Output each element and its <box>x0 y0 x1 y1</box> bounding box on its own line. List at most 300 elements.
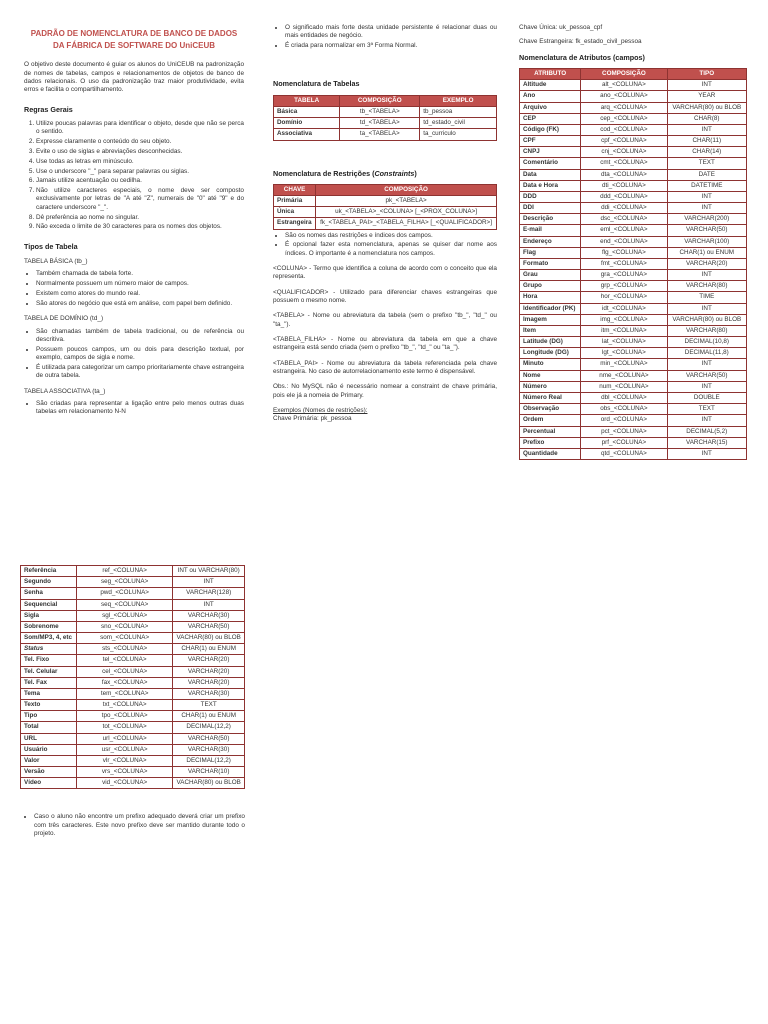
domain-table-list <box>24 328 244 381</box>
table-row <box>520 325 747 336</box>
table-cell: INT <box>173 577 245 588</box>
column-1 <box>24 24 244 424</box>
table-cell: VARCHAR(50) <box>173 621 245 632</box>
table-cell: CHAR(8) <box>667 113 746 124</box>
table-row <box>520 258 747 269</box>
table-row <box>520 169 747 180</box>
column-3 <box>519 24 747 460</box>
domain-table-title: TABELA DE DOMÍNIO (td_) <box>24 315 104 323</box>
table-row <box>520 303 747 314</box>
table-cell: Observação <box>520 404 581 415</box>
table-cell: Altitude <box>520 80 581 91</box>
constraints-item: • São os nomes das restrições e índices dos campos. <box>285 232 497 240</box>
table-row <box>520 214 747 225</box>
table-row <box>21 588 245 599</box>
table-cell: end_<COLUNA> <box>581 236 667 247</box>
table-cell: seq_<COLUNA> <box>77 599 173 610</box>
column-header: COMPOSIÇÃO <box>581 69 667 80</box>
table-cell: sts_<COLUNA> <box>77 644 173 655</box>
table-cell: vrs_<COLUNA> <box>77 767 173 778</box>
table-cell: Número <box>520 381 581 392</box>
table-cell: cnj_<COLUNA> <box>581 147 667 158</box>
table-cell: VARCHAR(50) <box>173 733 245 744</box>
table-row <box>520 393 747 404</box>
def-tabela-pai: <TABELA_PAI> - Nome ou abreviatura da tabela referenciada pela chave estrangeira. No caso de autorrelacionamento este termo é dispensável. <box>273 359 497 376</box>
table-row <box>21 666 245 677</box>
table-row <box>21 677 245 688</box>
table-cell: dta_<COLUNA> <box>581 169 667 180</box>
table-cell: img_<COLUNA> <box>581 314 667 325</box>
table-cell: Nome <box>520 370 581 381</box>
table-cell: Valor <box>21 755 77 766</box>
table-cell: Tema <box>21 688 77 699</box>
table-cell: VARCHAR(30) <box>173 744 245 755</box>
table-cell: tpo_<COLUNA> <box>77 711 173 722</box>
table-cell: Prefixo <box>520 437 581 448</box>
table-cell: VARCHAR(80) ou BLOB <box>667 102 746 113</box>
table-cell: CHAR(1) ou ENUM <box>173 711 245 722</box>
def-qualificador: <QUALIFICADOR> - Utilizado para diferenciar chaves estrangeiras que possuem o mesmo nome. <box>273 288 497 305</box>
example-fk: Chave Estrangeira: fk_estado_civil_pessoa <box>519 38 642 46</box>
table-cell: Flag <box>520 247 581 258</box>
associative-table-title: TABELA ASSOCIATIVA (ta_) <box>24 387 106 395</box>
rule-item: 2. Expresse claramente o conteúdo do seu objeto. <box>36 138 244 146</box>
constraints-list <box>273 232 497 258</box>
table-cell: DATETIME <box>667 180 746 191</box>
table-row <box>21 755 245 766</box>
table-cell: qtd_<COLUNA> <box>581 448 667 459</box>
example-pk: Chave Primária: pk_pessoa <box>273 415 352 423</box>
table-cell: VARCHAR(30) <box>173 610 245 621</box>
table-row <box>520 147 747 158</box>
table-cell: arq_<COLUNA> <box>581 102 667 113</box>
table-cell: TEXT <box>173 700 245 711</box>
table-cell: eml_<COLUNA> <box>581 225 667 236</box>
table-cell: DOUBLE <box>667 393 746 404</box>
table-types-heading: Tipos de Tabela <box>24 241 78 251</box>
table-cell: cpf_<COLUNA> <box>581 136 667 147</box>
table-row <box>21 688 245 699</box>
tables-naming-table <box>273 95 497 141</box>
table-cell: td_<TABELA> <box>340 118 420 129</box>
table-cell: DECIMAL(12,2) <box>173 755 245 766</box>
table-cell: tb_pessoa <box>420 107 497 118</box>
table-cell: INT <box>667 203 746 214</box>
table-cell: INT <box>667 303 746 314</box>
table-row <box>21 633 245 644</box>
table-cell: usr_<COLUNA> <box>77 744 173 755</box>
table-cell: VARCHAR(80) <box>667 281 746 292</box>
table-cell: Latitude (DG) <box>520 337 581 348</box>
table-cell: VARCHAR(30) <box>173 688 245 699</box>
table-cell: ta_curriculo <box>420 129 497 140</box>
examples-title: Exemplos (Nomes de restrições): <box>273 407 368 414</box>
rule-item: 9. Não exceda o limite de 30 caracteres para os nomes dos objetos. <box>36 223 244 231</box>
table-cell: tb_<TABELA> <box>340 107 420 118</box>
table-cell: fmt_<COLUNA> <box>581 258 667 269</box>
table-cell: lgt_<COLUNA> <box>581 348 667 359</box>
document-title <box>24 28 244 51</box>
table-cell: uk_<TABELA>_<COLUNA> [_<PROX_COLUNA>] <box>316 207 497 218</box>
table-cell: sgl_<COLUNA> <box>77 610 173 621</box>
table-cell: cod_<COLUNA> <box>581 124 667 135</box>
table-cell: tot_<COLUNA> <box>77 722 173 733</box>
table-cell: Status <box>21 644 77 655</box>
table-cell: Som/MP3, 4, etc <box>21 633 77 644</box>
table-cell: Quantidade <box>520 448 581 459</box>
table-row <box>21 621 245 632</box>
table-row <box>21 700 245 711</box>
def-tabela-filha: <TABELA_FILHA> - Nome ou abreviatura da tabela em que a chave estrangeira está sendo criada (sem o prefixo "tb_", "td_" ou "ta_"). <box>273 336 497 352</box>
table-row <box>274 218 497 229</box>
table-cell: min_<COLUNA> <box>581 359 667 370</box>
constraints-heading-text: Nomenclatura de Restrições ( <box>273 168 375 178</box>
table-row <box>520 381 747 392</box>
table-cell: Número Real <box>520 393 581 404</box>
table-cell: pk_<TABELA> <box>316 196 497 207</box>
table-cell: ddi_<COLUNA> <box>581 203 667 214</box>
table-cell: VARCHAR(20) <box>173 666 245 677</box>
table-row <box>520 437 747 448</box>
table-cell: num_<COLUNA> <box>581 381 667 392</box>
table-cell: URL <box>21 733 77 744</box>
table-row <box>21 711 245 722</box>
column-header: EXEMPLO <box>420 95 497 106</box>
table-cell: nme_<COLUNA> <box>581 370 667 381</box>
table-cell: VACHAR(80) ou BLOB <box>173 633 245 644</box>
table-row <box>274 118 497 129</box>
table-cell: DDD <box>520 191 581 202</box>
table-cell: Domínio <box>274 118 340 129</box>
table-cell: E-mail <box>520 225 581 236</box>
table-row <box>21 744 245 755</box>
table-row <box>520 102 747 113</box>
title-line-2: DA FÁBRICA DE SOFTWARE DO UniCEUB <box>52 40 216 50</box>
table-cell: VARCHAR(80) ou BLOB <box>667 314 746 325</box>
table-cell: Comentário <box>520 158 581 169</box>
table-cell: CHAR(1) ou ENUM <box>173 644 245 655</box>
table-cell: TIME <box>667 292 746 303</box>
rule-item: 4. Use todas as letras em minúsculo. <box>36 158 244 166</box>
table-cell: url_<COLUNA> <box>77 733 173 744</box>
table-cell: txt_<COLUNA> <box>77 700 173 711</box>
table-cell: Ano <box>520 91 581 102</box>
table-cell: VARCHAR(15) <box>667 437 746 448</box>
table-row <box>520 270 747 281</box>
table-cell: Usuário <box>21 744 77 755</box>
table-cell: Grau <box>520 270 581 281</box>
table-row <box>520 180 747 191</box>
associative-continued-list <box>273 24 497 50</box>
table-cell: Minuto <box>520 359 581 370</box>
def-tabela: <TABELA> - Nome ou abreviatura da tabela (sem o prefixo "tb_", "td_" ou "ta_"). <box>273 312 497 328</box>
table-cell: Referência <box>21 566 77 577</box>
domain-table-item: • São chamadas também de tabela tradicional, ou de referência ou descritiva. <box>36 328 244 345</box>
table-cell: ref_<COLUNA> <box>77 566 173 577</box>
column-header: ATRIBUTO <box>520 69 581 80</box>
basic-table-item: • São atores do negócio que está em análise, com papel bem definido. <box>36 300 244 308</box>
table-row <box>520 236 747 247</box>
table-cell: VARCHAR(50) <box>667 370 746 381</box>
tables-naming-heading: Nomenclatura de Tabelas <box>273 79 360 89</box>
table-cell: pct_<COLUNA> <box>581 426 667 437</box>
prefix-note: • Caso o aluno não encontre um prefixo adequado deverá criar um prefixo com três caracteres. Este novo prefixo deve ser mantido durante todo o projeto. <box>34 813 245 838</box>
table-cell: Descrição <box>520 214 581 225</box>
rule-item: 7. Não utilize caracteres especiais, o nome deve ser composto exclusivamente por letras de "A até "Z", numerais de "0" até "9" e do caractere underscore "_". <box>36 187 244 212</box>
column-header: CHAVE <box>274 184 316 195</box>
table-cell: CHAR(14) <box>667 147 746 158</box>
table-cell: Senha <box>21 588 77 599</box>
table-row <box>520 80 747 91</box>
table-cell: Código (FK) <box>520 124 581 135</box>
domain-table-item: • Possuem poucos campos, um ou dois para descrição textual, por exemplo, campos de sigla e nome. <box>36 346 244 363</box>
table-cell: CHAR(1) ou ENUM <box>667 247 746 258</box>
column-header: COMPOSIÇÃO <box>340 95 420 106</box>
table-cell: Data e Hora <box>520 180 581 191</box>
table-row <box>520 415 747 426</box>
table-row <box>520 448 747 459</box>
table-cell: pwd_<COLUNA> <box>77 588 173 599</box>
table-row <box>21 644 245 655</box>
table-cell: Tel. Celular <box>21 666 77 677</box>
table-cell: INT <box>667 124 746 135</box>
constraints-heading-em: Constraints <box>374 168 415 178</box>
basic-table-item: • Existem como atores do mundo real. <box>36 290 244 298</box>
table-row <box>21 577 245 588</box>
intro-paragraph: O objetivo deste documento é guiar os alunos do UniCEUB na padronização de nomes de tabelas, campos e relacionamentos de objetos de banco de dados relacionais. O uso da padronização traz maior produtividade, evita erros e facilita o compartilhamento. <box>24 61 244 94</box>
associative-table-item: • O significado mais forte desta unidade persistente é relacionar duas ou mais entidades de negócio. <box>285 24 497 41</box>
table-cell: Data <box>520 169 581 180</box>
table-row <box>21 778 245 789</box>
table-row <box>520 247 747 258</box>
table-cell: obs_<COLUNA> <box>581 404 667 415</box>
table-cell: INT ou VARCHAR(80) <box>173 566 245 577</box>
table-row <box>21 566 245 577</box>
attributes-table-continued <box>20 565 245 789</box>
table-cell: DDI <box>520 203 581 214</box>
table-cell: idt_<COLUNA> <box>581 303 667 314</box>
table-cell: Sigla <box>21 610 77 621</box>
table-cell: INT <box>173 599 245 610</box>
table-row <box>21 733 245 744</box>
title-line-1: PADRÃO DE NOMENCLATURA DE BANCO DE DADOS <box>30 29 238 38</box>
table-row <box>520 337 747 348</box>
attributes-table <box>519 68 747 460</box>
table-cell: INT <box>667 359 746 370</box>
rule-item: 1. Utilize poucas palavras para identificar o objeto, desde que não se perca o sentido. <box>36 120 244 137</box>
table-cell: hor_<COLUNA> <box>581 292 667 303</box>
basic-table-title: TABELA BÁSICA (tb_) <box>24 258 88 266</box>
table-cell: INT <box>667 80 746 91</box>
table-cell: Texto <box>21 700 77 711</box>
table-row <box>520 225 747 236</box>
table-cell: vid_<COLUNA> <box>77 778 173 789</box>
table-row <box>520 359 747 370</box>
table-cell: som_<COLUNA> <box>77 633 173 644</box>
table-row <box>274 129 497 140</box>
table-cell: Primária <box>274 196 316 207</box>
table-row <box>274 207 497 218</box>
table-cell: VARCHAR(100) <box>667 236 746 247</box>
table-row <box>21 610 245 621</box>
table-row <box>520 404 747 415</box>
table-row <box>520 203 747 214</box>
table-cell: Identificador (PK) <box>520 303 581 314</box>
table-cell: DECIMAL(12,2) <box>173 722 245 733</box>
table-cell: fax_<COLUNA> <box>77 677 173 688</box>
associative-table-list <box>24 400 244 417</box>
example-uk: Chave Única: uk_pessoa_cpf <box>519 24 603 31</box>
table-cell: DATE <box>667 169 746 180</box>
table-cell: sno_<COLUNA> <box>77 621 173 632</box>
def-coluna: <COLUNA> - Termo que identifica a coluna de acordo com o conceito que ela representa. <box>273 265 497 281</box>
basic-table-item: • Normalmente possuem um número maior de campos. <box>36 280 244 288</box>
table-cell: ddd_<COLUNA> <box>581 191 667 202</box>
table-cell: DECIMAL(10,8) <box>667 337 746 348</box>
table-row <box>520 370 747 381</box>
table-cell: VARCHAR(80) <box>667 325 746 336</box>
domain-table-item: • É utilizada para categorizar um campo prioritariamente chave estrangeira de outra tabela. <box>36 364 244 381</box>
table-row <box>520 314 747 325</box>
table-cell: DECIMAL(11,8) <box>667 348 746 359</box>
table-cell: vlr_<COLUNA> <box>77 755 173 766</box>
table-cell: ord_<COLUNA> <box>581 415 667 426</box>
table-cell: itm_<COLUNA> <box>581 325 667 336</box>
table-cell: Imagem <box>520 314 581 325</box>
table-cell: Segundo <box>21 577 77 588</box>
table-row <box>520 426 747 437</box>
table-cell: YEAR <box>667 91 746 102</box>
mysql-obs: Obs.: No MySQL não é necessário nomear a constraint de chave primária, pois ele já a nomeia de Primary. <box>273 383 497 399</box>
table-cell: Endereço <box>520 236 581 247</box>
table-cell: Ordem <box>520 415 581 426</box>
table-cell: lat_<COLUNA> <box>581 337 667 348</box>
table-cell: CNPJ <box>520 147 581 158</box>
table-row <box>520 292 747 303</box>
column-header: TIPO <box>667 69 746 80</box>
column-header: TABELA <box>274 95 340 106</box>
table-cell: VARCHAR(20) <box>173 677 245 688</box>
table-row <box>520 281 747 292</box>
table-cell: tel_<COLUNA> <box>77 655 173 666</box>
table-cell: VARCHAR(128) <box>173 588 245 599</box>
constraints-heading-close: ) <box>414 168 417 178</box>
table-row <box>274 196 497 207</box>
table-cell: fk_<TABELA_PAI>_<TABELA_FILHA> [_<QUALIFICADOR>] <box>316 218 497 229</box>
table-cell: ano_<COLUNA> <box>581 91 667 102</box>
table-cell: Tel. Fixo <box>21 655 77 666</box>
table-cell: CEP <box>520 113 581 124</box>
rule-item: 5. Use o underscore "_" para separar palavras ou siglas. <box>36 168 244 176</box>
table-cell: INT <box>667 191 746 202</box>
table-cell: CHAR(11) <box>667 136 746 147</box>
table-cell: dti_<COLUNA> <box>581 180 667 191</box>
table-cell: Única <box>274 207 316 218</box>
table-cell: Associativa <box>274 129 340 140</box>
table-cell: Vídeo <box>21 778 77 789</box>
table-cell: Total <box>21 722 77 733</box>
table-cell: Formato <box>520 258 581 269</box>
table-cell: INT <box>667 270 746 281</box>
table-cell: VARCHAR(200) <box>667 214 746 225</box>
table-cell: TEXT <box>667 404 746 415</box>
table-cell: Tel. Fax <box>21 677 77 688</box>
attributes-heading: Nomenclatura de Atributos (campos) <box>519 52 645 62</box>
table-cell: cep_<COLUNA> <box>581 113 667 124</box>
table-cell: Longitude (DG) <box>520 348 581 359</box>
table-row <box>520 113 747 124</box>
rules-list <box>24 120 244 232</box>
table-cell: VARCHAR(50) <box>667 225 746 236</box>
basic-table-item: • Também chamada de tabela forte. <box>36 270 244 278</box>
table-row <box>520 136 747 147</box>
table-cell: cel_<COLUNA> <box>77 666 173 677</box>
constraints-table <box>273 184 497 230</box>
associative-table-item: • São criadas para representar a ligação entre pelo menos outras duas tabelas em relacionamento N-N <box>36 400 244 417</box>
rule-item: 6. Jamais utilize acentuação ou cedilha. <box>36 177 244 185</box>
table-cell: Básica <box>274 107 340 118</box>
prefix-note-list <box>20 813 245 838</box>
table-cell: Sequencial <box>21 599 77 610</box>
table-cell: CPF <box>520 136 581 147</box>
table-cell: INT <box>667 381 746 392</box>
table-cell: flg_<COLUNA> <box>581 247 667 258</box>
table-cell: Hora <box>520 292 581 303</box>
table-row <box>520 348 747 359</box>
table-cell: VARCHAR(20) <box>667 258 746 269</box>
table-row <box>21 599 245 610</box>
table-row <box>520 91 747 102</box>
rule-item: 8. Dê preferência ao nome no singular. <box>36 214 244 222</box>
table-cell: tem_<COLUNA> <box>77 688 173 699</box>
table-row <box>274 107 497 118</box>
table-cell: INT <box>667 415 746 426</box>
table-row <box>520 158 747 169</box>
table-cell: VARCHAR(20) <box>173 655 245 666</box>
table-cell: Percentual <box>520 426 581 437</box>
associative-table-item: • É criada para normalizar em 3ª Forma Normal. <box>285 42 497 50</box>
column-4 <box>20 565 245 845</box>
constraints-item: • É opcional fazer esta nomenclatura, apenas se quiser dar nome aos índices. O importante é a nomenclatura nos campos. <box>285 241 497 258</box>
table-cell: VARCHAR(10) <box>173 767 245 778</box>
column-header: COMPOSIÇÃO <box>316 184 497 195</box>
table-cell: td_estado_civil <box>420 118 497 129</box>
table-cell: prf_<COLUNA> <box>581 437 667 448</box>
table-cell: TEXT <box>667 158 746 169</box>
table-cell: grp_<COLUNA> <box>581 281 667 292</box>
table-cell: Tipo <box>21 711 77 722</box>
rules-heading: Regras Gerais <box>24 104 73 114</box>
table-row <box>21 722 245 733</box>
table-cell: VACHAR(80) ou BLOB <box>173 778 245 789</box>
table-cell: INT <box>667 448 746 459</box>
table-cell: seg_<COLUNA> <box>77 577 173 588</box>
table-cell: Arquivo <box>520 102 581 113</box>
table-row <box>21 655 245 666</box>
table-cell: dbl_<COLUNA> <box>581 393 667 404</box>
table-cell: ta_<TABELA> <box>340 129 420 140</box>
table-row <box>21 767 245 778</box>
table-cell: cmt_<COLUNA> <box>581 158 667 169</box>
basic-table-list <box>24 270 244 308</box>
table-cell: Grupo <box>520 281 581 292</box>
table-cell: Item <box>520 325 581 336</box>
constraints-heading <box>273 169 497 178</box>
table-cell: gra_<COLUNA> <box>581 270 667 281</box>
table-cell: Estrangeira <box>274 218 316 229</box>
column-2 <box>273 24 497 424</box>
table-cell: dsc_<COLUNA> <box>581 214 667 225</box>
